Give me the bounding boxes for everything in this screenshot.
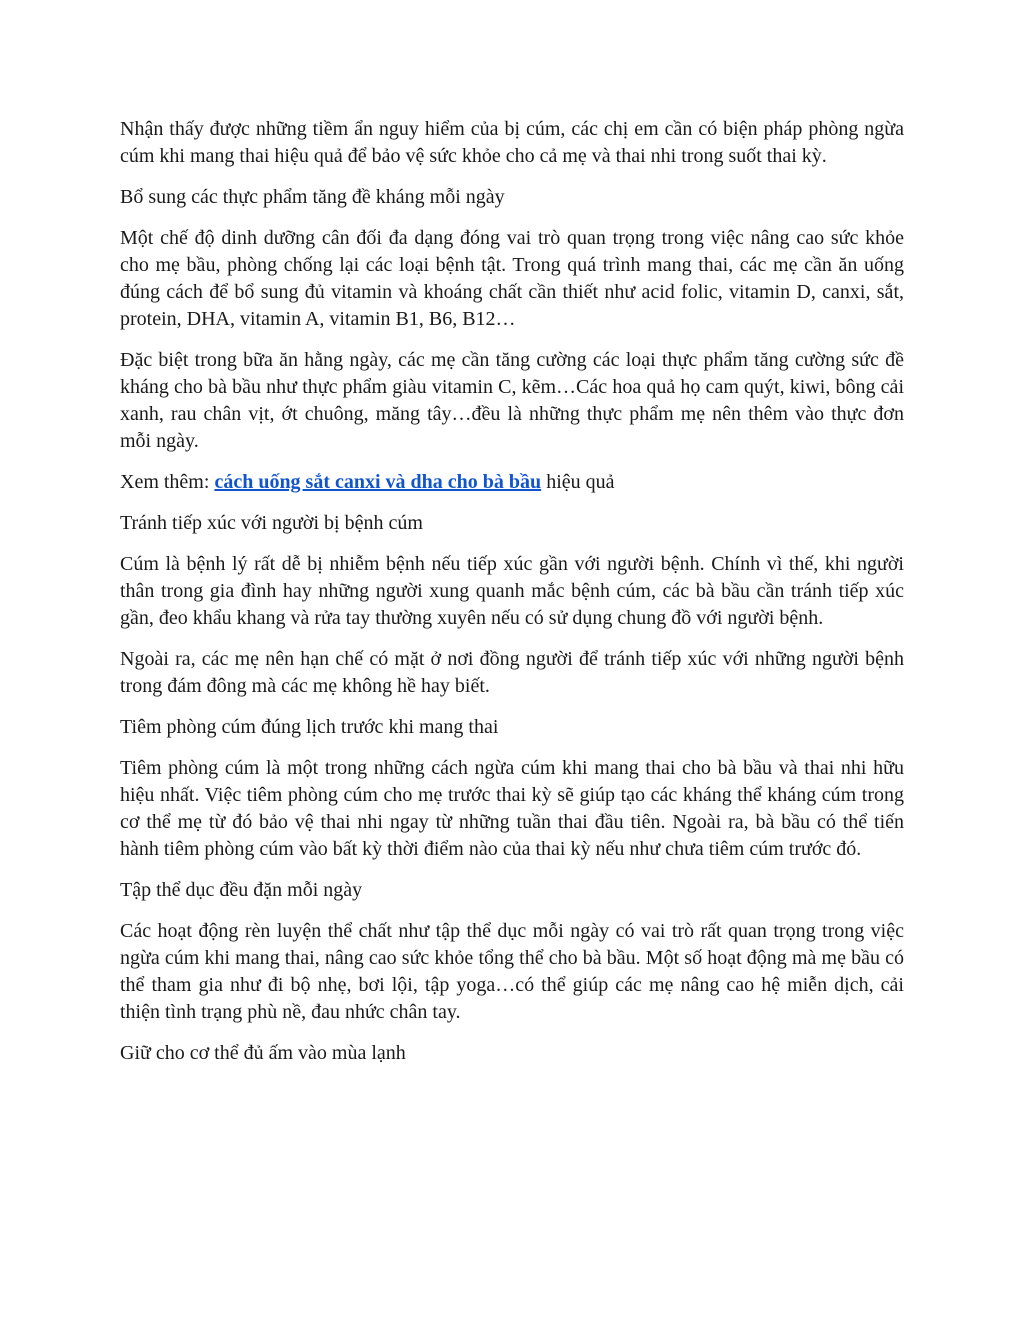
see-also-prefix: Xem thêm: xyxy=(120,471,215,493)
section-heading-exercise: Tập thể dục đều đặn mỗi ngày xyxy=(120,879,363,901)
nutrition-paragraph: Một chế độ dinh dưỡng cân đối đa dạng đóng vai trò quan trọng trong việc nâng cao sức khỏe cho mẹ bầu, phòng chống lại các loại bệnh tật. Trong quá trình mang thai, các mẹ cần ăn uống đúng cách để bổ sung đủ vitamin và khoáng chất cần thiết như acid folic, vitamin D, canxi, sắt, protein, DHA, vitamin A, vitamin B1, B6, B12… xyxy=(120,227,904,330)
see-also-line xyxy=(120,469,904,496)
section-heading-avoid-contact: Tránh tiếp xúc với người bị bệnh cúm xyxy=(120,512,423,534)
exercise-paragraph: Các hoạt động rèn luyện thể chất như tập thể dục mỗi ngày có vai trò rất quan trọng trong việc ngừa cúm khi mang thai, nâng cao sức khỏe tổng thể cho bà bầu. Một số hoạt động mà mẹ bầu có thể tham gia như đi bộ nhẹ, bơi lội, tập yoga…có thể giúp các mẹ nâng cao hệ miễn dịch, cải thiện tình trạng phù nề, đau nhức chân tay. xyxy=(120,920,904,1023)
crowds-paragraph: Ngoài ra, các mẹ nên hạn chế có mặt ở nơi đồng người để tránh tiếp xúc với những người bệnh trong đám đông mà các mẹ không hề hay biết. xyxy=(120,648,904,697)
daily-meals-paragraph: Đặc biệt trong bữa ăn hằng ngày, các mẹ cần tăng cường các loại thực phẩm tăng cường sức đề kháng cho bà bầu như thực phẩm giàu vitamin C, kẽm…Các hoa quả họ cam quýt, kiwi, bông cải xanh, rau chân vịt, ớt chuông, măng tây…đều là những thực phẩm mẹ nên thêm vào thực đơn mỗi ngày. xyxy=(120,349,904,452)
see-also-suffix: hiệu quả xyxy=(541,471,615,493)
intro-paragraph: Nhận thấy được những tiềm ẩn nguy hiểm của bị cúm, các chị em cần có biện pháp phòng ngừa cúm khi mang thai hiệu quả để bảo vệ sức khỏe cho cả mẹ và thai nhi trong suốt thai kỳ. xyxy=(120,118,904,167)
avoid-contact-paragraph: Cúm là bệnh lý rất dễ bị nhiễm bệnh nếu tiếp xúc gần với người bệnh. Chính vì thế, khi người thân trong gia đình hay những người xung quanh mắc bệnh cúm, các bà bầu cần tránh tiếp xúc gần, đeo khẩu khang và rửa tay thường xuyên nếu có sử dụng chung đồ với người bệnh. xyxy=(120,553,904,629)
section-heading-keep-warm: Giữ cho cơ thể đủ ấm vào mùa lạnh xyxy=(120,1042,406,1064)
section-heading-vaccination: Tiêm phòng cúm đúng lịch trước khi mang thai xyxy=(120,716,499,738)
section-heading-immunity-foods: Bổ sung các thực phẩm tăng đề kháng mỗi ngày xyxy=(120,186,505,208)
vaccination-paragraph: Tiêm phòng cúm là một trong những cách ngừa cúm khi mang thai cho bà bầu và thai nhi hữu hiệu nhất. Việc tiêm phòng cúm cho mẹ trước thai kỳ sẽ giúp tạo các kháng thể kháng cúm trong cơ thể mẹ từ đó bảo vệ thai nhi ngay từ những tuần thai đầu tiên. Ngoài ra, bà bầu có thể tiến hành tiêm phòng cúm vào bất kỳ thời điểm nào của thai kỳ nếu như chưa tiêm cúm trước đó. xyxy=(120,757,904,860)
document-page xyxy=(120,116,904,1081)
see-also-link[interactable]: cách uống sắt canxi và dha cho bà bầu xyxy=(214,471,542,493)
